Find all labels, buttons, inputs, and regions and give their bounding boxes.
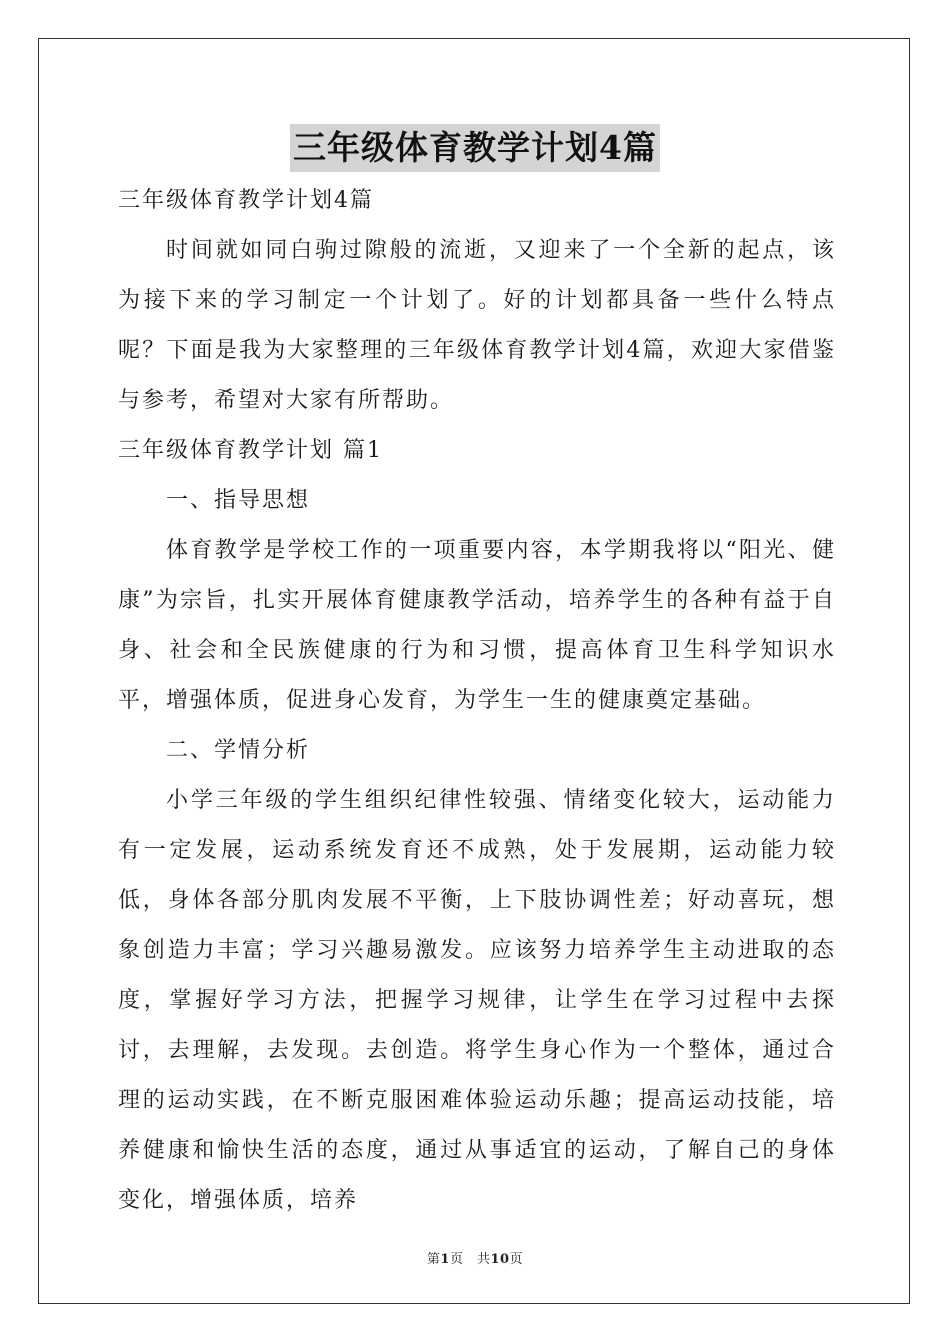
document-title: 三年级体育教学计划4篇 (290, 124, 660, 172)
footer-middle: 页 共 (449, 1252, 491, 1267)
section-heading: 三年级体育教学计划 篇1 (118, 438, 383, 463)
document-body (118, 176, 836, 1226)
subsection-heading-analysis: 二、学情分析 (166, 738, 311, 763)
guiding-paragraph: 体育教学是学校工作的一项重要内容，本学期我将以“阳光、健康”为宗旨，扎实开展体育健康教学活动，培养学生的各种有益于自身、社会和全民族健康的行为和习惯，提高体育卫生科学知识水平，增强体质，促进身心发育，为学生一生的健康奠定基础。 (118, 538, 836, 713)
intro-paragraph: 时间就如同白驹过隙般的流逝，又迎来了一个全新的起点，该为接下来的学习制定一个计划了。好的计划都具备一些什么特点呢？下面是我为大家整理的三年级体育教学计划4篇，欢迎大家借鉴与参考，希望对大家有所帮助。 (118, 238, 836, 413)
title-container (0, 124, 950, 172)
footer-total-pages: 10 (490, 1252, 510, 1267)
subsection-heading-guiding: 一、指导思想 (166, 488, 311, 513)
footer-suffix: 页 (509, 1252, 524, 1267)
footer-prefix: 第 (426, 1252, 441, 1267)
lead-line: 三年级体育教学计划4篇 (118, 188, 374, 213)
page-footer (0, 1248, 950, 1267)
analysis-paragraph: 小学三年级的学生组织纪律性较强、情绪变化较大，运动能力有一定发展，运动系统发育还不成熟，处于发展期，运动能力较低，身体各部分肌肉发展不平衡，上下肢协调性差；好动喜玩，想象创造力丰富；学习兴趣易激发。应该努力培养学生主动进取的态度，掌握好学习方法，把握学习规律，让学生在学习过程中去探讨，去理解，去发现。去创造。将学生身心作为一个整体，通过合理的运动实践，在不断克服困难体验运动乐趣；提高运动技能，培养健康和愉快生活的态度，通过从事适宜的运动，了解自己的身体变化，增强体质，培养 (118, 788, 836, 1213)
footer-page-number: 1 (440, 1252, 450, 1267)
